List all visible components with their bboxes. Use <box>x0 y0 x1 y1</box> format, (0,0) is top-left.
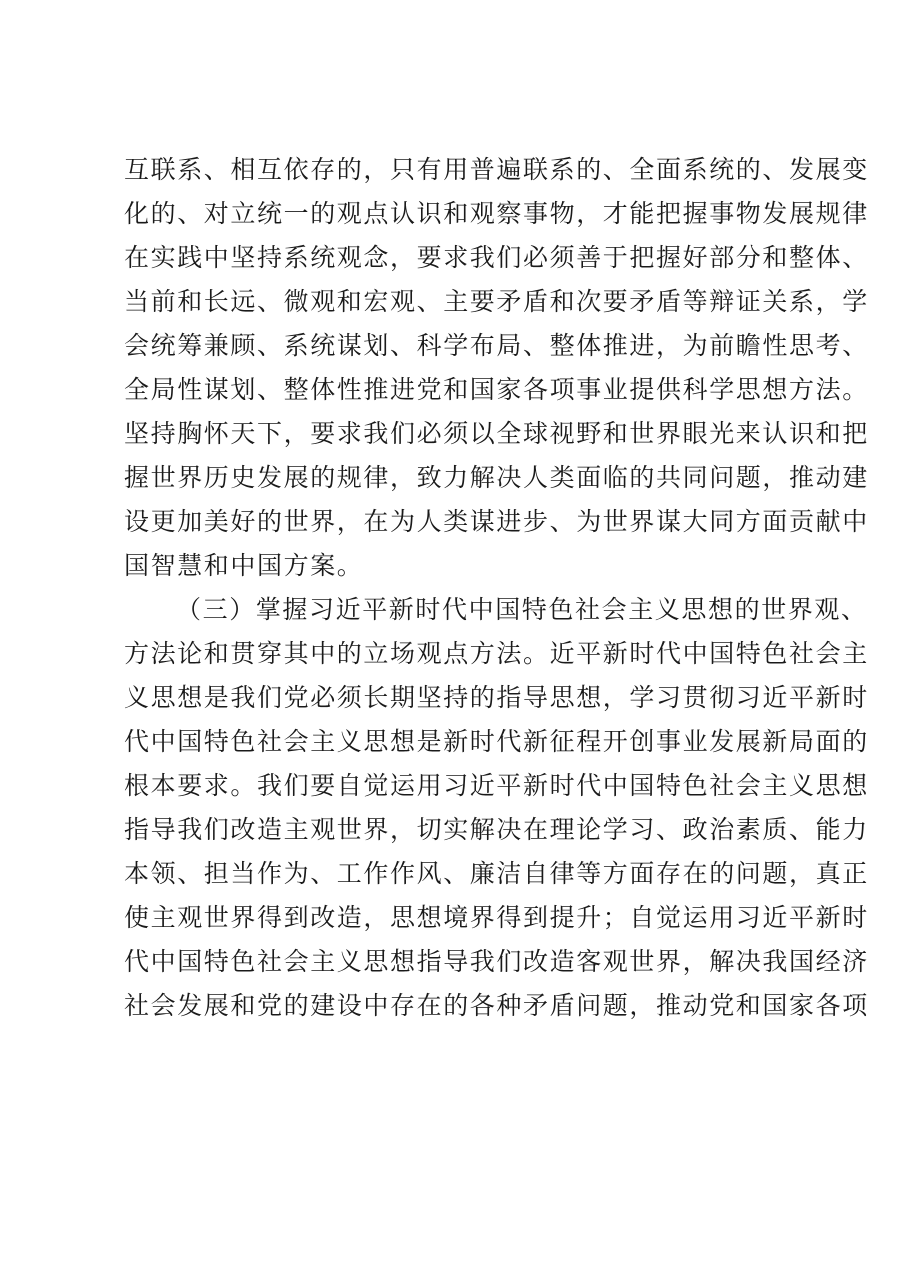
text-line: 互联系、相互依存的，只有用普遍联系的、全面系统的、发展变 <box>124 155 869 184</box>
text-line: 指导我们改造主观世界，切实解决在理论学习、政治素质、能力 <box>124 815 869 844</box>
text-line: 设更加美好的世界，在为人类谋进步、为世界谋大同方面贡献中 <box>124 507 869 536</box>
text-line: 本领、担当作为、工作作风、廉洁自律等方面存在的问题，真正 <box>124 859 869 888</box>
text-line: 社会发展和党的建设中存在的各种矛盾问题，推动党和国家各项 <box>124 991 869 1020</box>
text-line: 使主观世界得到改造，思想境界得到提升；自觉运用习近平新时 <box>124 903 869 932</box>
text-line: 方法论和贯穿其中的立场观点方法。近平新时代中国特色社会主 <box>124 639 869 668</box>
text-line: 在实践中坚持系统观念，要求我们必须善于把握好部分和整体、 <box>124 243 869 272</box>
text-line: 握世界历史发展的规律，致力解决人类面临的共同问题，推动建 <box>124 463 869 492</box>
section-heading-line: （三）掌握习近平新时代中国特色社会主义思想的世界观、 <box>176 595 868 624</box>
text-line: 坚持胸怀天下，要求我们必须以全球视野和世界眼光来认识和把 <box>124 419 869 448</box>
text-line: 义思想是我们党必须长期坚持的指导思想，学习贯彻习近平新时 <box>124 683 869 712</box>
text-line: 国智慧和中国方案。 <box>124 551 364 580</box>
text-line: 代中国特色社会主义思想是新时代新征程开创事业发展新局面的 <box>124 727 869 756</box>
text-line: 代中国特色社会主义思想指导我们改造客观世界，解决我国经济 <box>124 947 869 976</box>
text-line: 会统筹兼顾、系统谋划、科学布局、整体推进，为前瞻性思考、 <box>124 331 869 360</box>
body-text <box>124 148 869 1028</box>
text-line: 当前和长远、微观和宏观、主要矛盾和次要矛盾等辩证关系，学 <box>124 287 869 316</box>
text-line: 化的、对立统一的观点认识和观察事物，才能把握事物发展规律 <box>124 199 869 228</box>
text-line: 根本要求。我们要自觉运用习近平新时代中国特色社会主义思想 <box>124 771 869 800</box>
text-line: 全局性谋划、整体性推进党和国家各项事业提供科学思想方法。 <box>124 375 869 404</box>
